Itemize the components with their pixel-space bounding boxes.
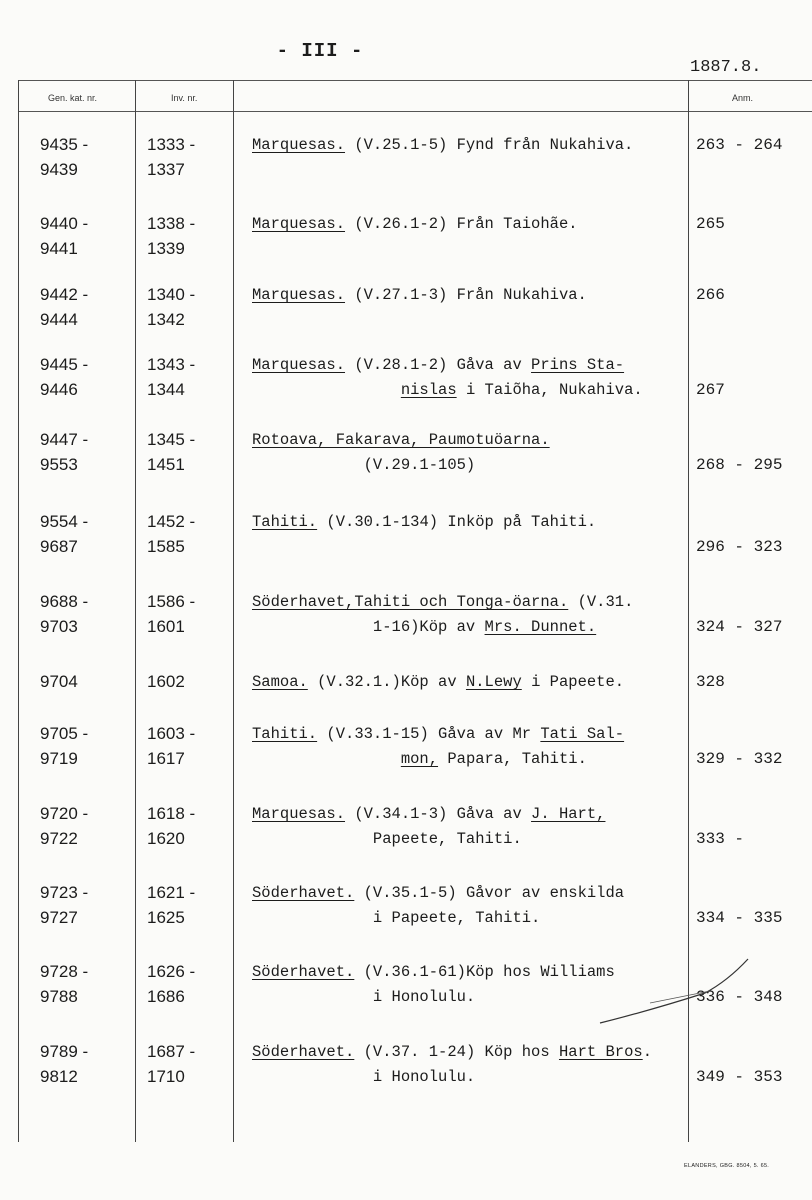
table-top-rule: [18, 80, 812, 81]
description-text: (V.32.1.)Köp av: [307, 673, 466, 691]
gen-kat-end: 9444: [40, 310, 78, 329]
description-line-1: [252, 722, 624, 747]
year-reference: 1887.8.: [690, 58, 762, 77]
place-name: Tahiti.: [252, 513, 318, 531]
gen-kat-start: 9723 -: [40, 883, 89, 902]
description-text: (V.25.1-5) Fynd från Nukahiva.: [345, 136, 634, 154]
description-line-2: [252, 1065, 652, 1090]
anm-pages: 265: [696, 215, 725, 233]
donor-name-cont: Mrs. Dunnet.: [484, 618, 597, 636]
description-line-1: [252, 428, 550, 453]
printer-imprint: ELANDERS, GBG. 8504, 5. 65.: [684, 1163, 770, 1169]
description-cont-tail: Papara, Tahiti.: [438, 750, 587, 768]
inv-end: 1710: [147, 1067, 185, 1086]
anm-pages: 349 - 353: [696, 1068, 783, 1086]
description: [252, 670, 624, 695]
place-name: Söderhavet.: [252, 1043, 355, 1061]
description-text: (V.37. 1-24) Köp hos: [354, 1043, 559, 1061]
description-cont: (V.29.1-105): [252, 456, 476, 474]
gen-kat-end: 9812: [40, 1067, 78, 1086]
description-text: (V.30.1-134) Inköp på Tahiti.: [317, 513, 597, 531]
inv-end: 1337: [147, 160, 185, 179]
anm-pages: 329 - 332: [696, 750, 783, 768]
description-line-2: [252, 453, 550, 478]
donor-name: Hart Bros: [558, 1043, 643, 1061]
table-row: [0, 722, 812, 782]
donor-name-cont: mon,: [400, 750, 439, 768]
description-line-1: [252, 283, 587, 308]
description-line-1: [252, 353, 643, 378]
description-line-1: [252, 133, 633, 158]
place-name: Söderhavet.: [252, 963, 355, 981]
inv-start: 1452 -: [147, 512, 196, 531]
inv-end: 1617: [147, 749, 185, 768]
description: [252, 212, 578, 237]
donor-name-cont: nislas: [400, 381, 457, 399]
description-line-2: [252, 747, 624, 772]
description: [252, 881, 624, 931]
table-row: [0, 428, 812, 488]
gen-kat-end: 9722: [40, 829, 78, 848]
anm-pages: 266: [696, 286, 725, 304]
place-name: Marquesas.: [252, 286, 346, 304]
place-name: Tahiti.: [252, 725, 318, 743]
inv-start: 1626 -: [147, 962, 196, 981]
gen-kat-end: 9441: [40, 239, 78, 258]
gen-kat-start: 9447 -: [40, 430, 89, 449]
description-line-1: [252, 881, 624, 906]
inv-end: 1342: [147, 310, 185, 329]
description: [252, 283, 587, 308]
page-number: - III -: [276, 40, 364, 62]
inv-start: 1343 -: [147, 355, 196, 374]
description-cont: i Honolulu.: [252, 1068, 476, 1086]
table-row: [0, 881, 812, 941]
inv-end: 1339: [147, 239, 185, 258]
table-row: [0, 353, 812, 413]
inv-start: 1338 -: [147, 214, 196, 233]
description-text: (V.27.1-3) Från Nukahiva.: [345, 286, 587, 304]
gen-kat-start: 9554 -: [40, 512, 89, 531]
place-name: Söderhavet.: [252, 884, 355, 902]
description-text-tail: i Papeete.: [521, 673, 625, 691]
table-row: [0, 670, 812, 730]
anm-pages: 328: [696, 673, 725, 691]
place-name: Samoa.: [252, 673, 308, 691]
description-text-tail: .: [642, 1043, 652, 1061]
description-line-1: [252, 590, 633, 615]
table-row: [0, 283, 812, 343]
inv-start: 1687 -: [147, 1042, 196, 1061]
anm-pages: 333 -: [696, 830, 745, 848]
gen-kat-start: 9440 -: [40, 214, 89, 233]
place-name: Marquesas.: [252, 136, 346, 154]
gen-kat-start: 9442 -: [40, 285, 89, 304]
anm-pages: 334 - 335: [696, 909, 783, 927]
description-line-1: [252, 510, 596, 535]
inv-end: 1451: [147, 455, 185, 474]
inv-end: 1620: [147, 829, 185, 848]
anm-pages: 267: [696, 381, 725, 399]
gen-kat-start: 9704: [40, 672, 78, 691]
donor-name: Tati Sal-: [540, 725, 625, 743]
donor-name: Prins Sta-: [531, 356, 625, 374]
description: [252, 510, 596, 535]
table-row: [0, 590, 812, 650]
gen-kat-end: 9719: [40, 749, 78, 768]
table-row: [0, 212, 812, 272]
inv-start: 1340 -: [147, 285, 196, 304]
description-cont-tail: i Taiõha, Nukahiva.: [456, 381, 643, 399]
description: [252, 133, 633, 158]
description-line-1: [252, 212, 578, 237]
inv-end: 1585: [147, 537, 185, 556]
description-text: (V.26.1-2) Från Taiohãe.: [345, 215, 578, 233]
description-line-2: [252, 985, 615, 1010]
inv-end: 1601: [147, 617, 185, 636]
description: [252, 802, 605, 852]
description: [252, 428, 550, 478]
description-line-1: [252, 670, 624, 695]
description-cont: [252, 750, 401, 768]
description-line-1: [252, 1040, 652, 1065]
pen-mark-icon: [590, 955, 760, 1035]
description-line-2: [252, 827, 605, 852]
description-line-2: [252, 378, 643, 403]
gen-kat-end: 9446: [40, 380, 78, 399]
description-cont: Papeete, Tahiti.: [252, 830, 522, 848]
inv-start: 1602: [147, 672, 185, 691]
table-row: [0, 1040, 812, 1100]
description: [252, 960, 615, 1010]
gen-kat-start: 9720 -: [40, 804, 89, 823]
table-header-rule: [18, 111, 812, 112]
anm-pages: 268 - 295: [696, 456, 783, 474]
table-row: [0, 802, 812, 862]
donor-name: N.Lewy: [465, 673, 522, 691]
anm-pages: 324 - 327: [696, 618, 783, 636]
description-cont: i Papeete, Tahiti.: [252, 909, 541, 927]
gen-kat-end: 9727: [40, 908, 78, 927]
description-line-2: [252, 615, 633, 640]
table-row: [0, 510, 812, 570]
inv-start: 1603 -: [147, 724, 196, 743]
description-cont: [252, 381, 401, 399]
anm-pages: 296 - 323: [696, 538, 783, 556]
gen-kat-start: 9445 -: [40, 355, 89, 374]
place-name: Marquesas.: [252, 215, 346, 233]
gen-kat-start: 9435 -: [40, 135, 89, 154]
gen-kat-start: 9728 -: [40, 962, 89, 981]
gen-kat-end: 9687: [40, 537, 78, 556]
gen-kat-start: 9688 -: [40, 592, 89, 611]
header-gen-kat: Gen. kat. nr.: [48, 93, 98, 103]
description-text: (V.28.1-2) Gåva av: [345, 356, 532, 374]
header-anm: Anm.: [732, 93, 754, 103]
inv-end: 1344: [147, 380, 185, 399]
inv-end: 1625: [147, 908, 185, 927]
inv-end: 1686: [147, 987, 185, 1006]
anm-pages: 336 - 348: [696, 988, 783, 1006]
inv-start: 1621 -: [147, 883, 196, 902]
inv-start: 1618 -: [147, 804, 196, 823]
description-line-2: [252, 906, 624, 931]
header-inv: Inv. nr.: [171, 93, 198, 103]
description-line-1: [252, 802, 605, 827]
description: [252, 1040, 652, 1090]
inv-start: 1586 -: [147, 592, 196, 611]
description: [252, 590, 633, 640]
table-row: [0, 133, 812, 193]
place-name: Söderhavet,Tahiti och Tonga-öarna.: [252, 593, 569, 611]
description-text: (V.34.1-3) Gåva av: [345, 805, 532, 823]
description-line-1: [252, 960, 615, 985]
donor-name: J. Hart,: [531, 805, 606, 823]
gen-kat-end: 9788: [40, 987, 78, 1006]
description-text: (V.31.: [568, 593, 634, 611]
description-text: (V.36.1-61)Köp hos Williams: [354, 963, 615, 981]
gen-kat-end: 9703: [40, 617, 78, 636]
description: [252, 353, 643, 403]
inv-start: 1345 -: [147, 430, 196, 449]
description-text: (V.33.1-15) Gåva av Mr: [317, 725, 541, 743]
place-name: Marquesas.: [252, 356, 346, 374]
place-name: Marquesas.: [252, 805, 346, 823]
description: [252, 722, 624, 772]
gen-kat-start: 9705 -: [40, 724, 89, 743]
gen-kat-end: 9553: [40, 455, 78, 474]
description-text: (V.35.1-5) Gåvor av enskilda: [354, 884, 625, 902]
description-cont: i Honolulu.: [252, 988, 476, 1006]
inv-start: 1333 -: [147, 135, 196, 154]
anm-pages: 263 - 264: [696, 136, 783, 154]
description-cont: 1-16)Köp av: [252, 618, 485, 636]
gen-kat-end: 9439: [40, 160, 78, 179]
gen-kat-start: 9789 -: [40, 1042, 89, 1061]
place-name: Rotoava, Fakarava, Paumotuöarna.: [252, 431, 550, 449]
